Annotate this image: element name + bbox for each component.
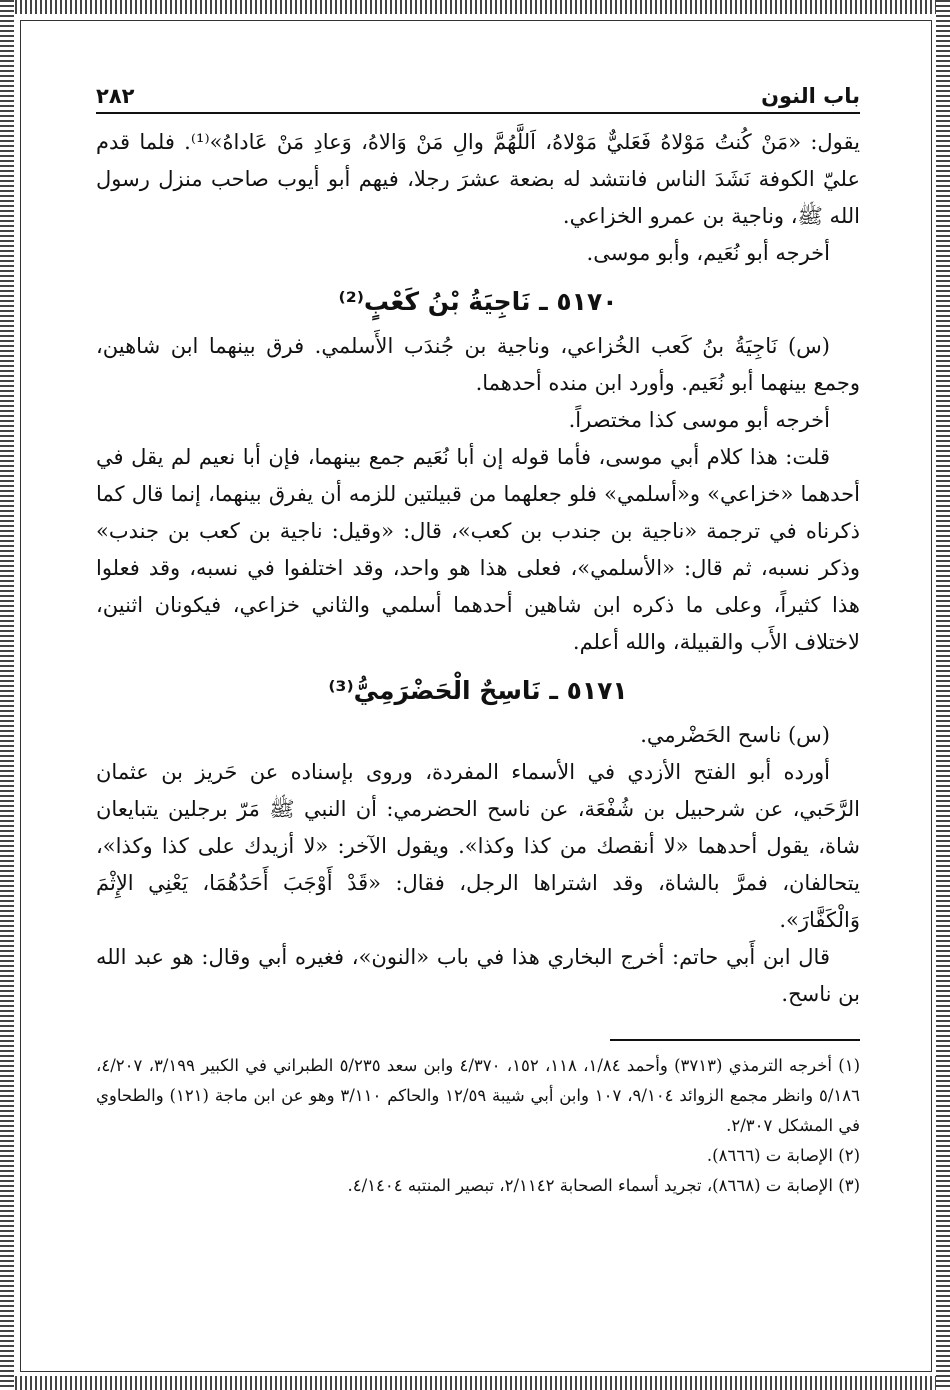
- footnote-separator: [610, 1039, 860, 1041]
- entry-title-5171: ٥١٧١ ـ نَاسِحٌ الْحَضْرَمِيُّ⁽³⁾: [328, 676, 628, 705]
- entry-title-5170: ٥١٧٠ ـ نَاجِيَةُ بْنُ كَعْبٍ⁽²⁾: [338, 287, 618, 316]
- paragraph-1: يقول: «مَنْ كُنتُ مَوْلاهُ فَعَليٌّ مَوْلاهُ، اَللَّهُمَّ والِ مَنْ وَالاهُ، وَعادِ مَنْ عَاداهُ»⁽¹⁾. فلما قدم عليّ الكوفة نَشَدَ الناس فانتشد له بضعة عشرَ رجلا، فيهم أبو أيوب صاحب منزل رسول الله ﷺ، وناجية بن عمرو الخزاعي.: [96, 130, 860, 228]
- page-number: ٢٨٢: [96, 84, 135, 108]
- running-title: باب النون: [761, 84, 860, 108]
- book-page: [96, 84, 860, 1201]
- footnotes: [96, 1051, 860, 1201]
- page-header: [96, 84, 860, 114]
- paragraph-7: أورده أبو الفتح الأزدي في الأسماء المفردة، وروى بإسناده عن حَريز بن عثمان الرَّحَبي، عن شرحبيل بن شُفْعَة، عن ناسح الحضرمي: أن النبي ﷺ مَرّ برجلين يتبايعان شاة، يقول أحدهما «لا أنقصك من كذا وكذا». ويقول الآخر: «لا أزيدك على كذا وكذا»، يتحالفان، فمرَّ بالشاة، وقد اشتراها الرجل، فقال: «قَدْ أَوْجَبَ أَحَدُهُمَا، يَعْنِي الإِثْمَ وَالْكَفَّارَ».: [96, 760, 860, 932]
- footnote-3: (٣) الإصابة ت (٨٦٦٨)، تجريد أسماء الصحابة ٢/١١٤٢، تبصير المنتبه ٤/١٤٠٤.: [347, 1176, 860, 1195]
- paragraph-4: أخرجه أبو موسى كذا مختصراً.: [568, 408, 830, 432]
- page-border-bottom: [0, 1376, 950, 1390]
- footnote-2: (٢) الإصابة ت (٨٦٦٦).: [706, 1146, 860, 1165]
- paragraph-3: (س) نَاجِيَةُ بنُ كَعب الخُزاعي، وناجية بن جُندَب الأَسلمي. فرق بينهما ابن شاهين، وجمع بينهما أبو نُعَيم. وأورد ابن منده أحدهما.: [96, 334, 860, 395]
- page-border-right: [936, 0, 950, 1390]
- footnote-1: (١) أخرجه الترمذي (٣٧١٣) وأحمد ١/٨٤، ١١٨، ١٥٢، ٤/٣٧٠ وابن سعد ٥/٢٣٥ الطبراني في الكبير ٣/١٩٩، ٤/٢٠٧، ٥/١٨٦ وانظر مجمع الزوائد ٩/١٠٤، ١٠٧ وابن أبي شيبة ١٢/٥٩ والحاكم ٣/١١٠ وهو عن ابن ماجة (١٢١) والطحاوي في المشكل ٢/٣٠٧.: [96, 1056, 860, 1135]
- page-border-left: [0, 0, 14, 1390]
- paragraph-6: (س) ناسح الحَضْرمي.: [640, 723, 830, 747]
- page-border-top: [0, 0, 950, 14]
- paragraph-5: قلت: هذا كلام أبي موسى، فأما قوله إن أبا نُعَيم جمع بينهما، فإن أبا نعيم لم يقل في أحدهما «خزاعي» و«أسلمي» فلو جعلهما من قبيلتين للزمه أن يفرق بينهما، إنما قال كما ذكرناه في ترجمة «ناجية بن جندب بن كعب»، قال: «وقيل: ناجية بن كعب بن جندب» وذكر نسبه، ثم قال: «الأسلمي»، فعلى هذا هو واحد، وقد اختلفوا في نسبه، وقد فعلوا هذا كثيراً، وعلى ما ذكره ابن شاهين أحدهما أسلمي والثاني خزاعي، فيكونان اثنين، لاختلاف الأَب والقبيلة، والله أعلم.: [96, 445, 860, 654]
- paragraph-8: قال ابن أَبي حاتم: أخرج البخاري هذا في باب «النون»، فغيره أبي وقال: هو عبد الله بن ناسح.: [96, 945, 860, 1006]
- paragraph-2: أخرجه أبو نُعَيم، وأبو موسى.: [586, 241, 830, 265]
